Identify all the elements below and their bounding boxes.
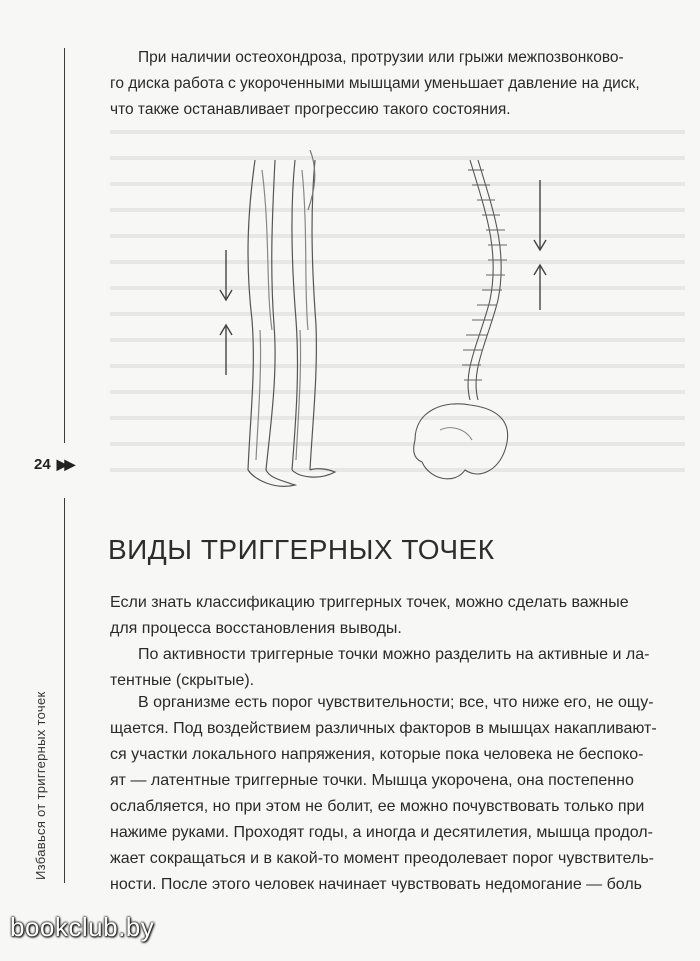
watermark: bookclub.by bbox=[10, 912, 155, 942]
anatomy-illustration bbox=[200, 150, 580, 500]
margin-rule-top bbox=[64, 48, 65, 443]
paragraph-line: ся участки локального напряжения, которые пока человека не беспоко- bbox=[110, 746, 644, 763]
paragraph-line: жает сокращаться и в какой-то момент преодолевает порог чувствитель- bbox=[110, 850, 654, 867]
paragraph-line: ят — латентные триггерные точки. Мышца укорочена, она постепенно bbox=[110, 772, 634, 789]
page-number-text: 24 bbox=[34, 456, 51, 473]
margin-rule-bottom bbox=[64, 498, 65, 883]
running-head-vertical: Избавься от триггерных точек bbox=[33, 691, 48, 880]
paragraph-line: тентные (скрытые). bbox=[110, 672, 255, 689]
intro-line: го диска работа с укороченными мышцами уменьшает давление на диск, bbox=[110, 75, 640, 92]
spine-pelvis-illustration bbox=[414, 160, 508, 479]
paragraph-line: Если знать классификацию триггерных точек, можно сделать важные bbox=[110, 594, 629, 611]
section-heading: ВИДЫ ТРИГГЕРНЫХ ТОЧЕК bbox=[108, 534, 495, 565]
intro-line: что также останавливает прогрессию такого состояния. bbox=[110, 101, 511, 118]
paragraph bbox=[110, 590, 685, 642]
paragraph-line: щается. Под воздействием различных факторов в мышцах накапливают- bbox=[110, 720, 657, 737]
page-number bbox=[34, 456, 72, 473]
paragraph bbox=[110, 690, 685, 898]
paragraph-line: для процесса восстановления выводы. bbox=[110, 620, 402, 637]
down-arrow-icon bbox=[220, 250, 232, 300]
double-chevron-right-icon: ▶▶ bbox=[56, 456, 73, 472]
intro-line: При наличии остеохондроза, протрузии или грыжи межпозвонково- bbox=[138, 49, 624, 66]
paragraph-line: ности. После этого человек начинает чувствовать недомогание — боль bbox=[110, 876, 642, 893]
up-arrow-icon bbox=[220, 325, 232, 375]
legs-muscles-illustration bbox=[248, 150, 335, 486]
paragraph bbox=[110, 642, 685, 694]
paragraph-line: В организме есть порог чувствительности; все, что ниже его, не ощу- bbox=[138, 694, 654, 711]
paragraph-line: По активности триггерные точки можно разделить на активные и ла- bbox=[138, 646, 650, 663]
down-arrow-icon bbox=[534, 180, 546, 250]
up-arrow-icon bbox=[534, 265, 546, 310]
paragraph-line: ослабляется, но при этом не болит, ее можно почувствовать только при bbox=[110, 798, 645, 815]
intro-paragraph bbox=[110, 45, 685, 123]
paragraph-line: нажиме руками. Проходят годы, а иногда и десятилетия, мышца продол- bbox=[110, 824, 653, 841]
